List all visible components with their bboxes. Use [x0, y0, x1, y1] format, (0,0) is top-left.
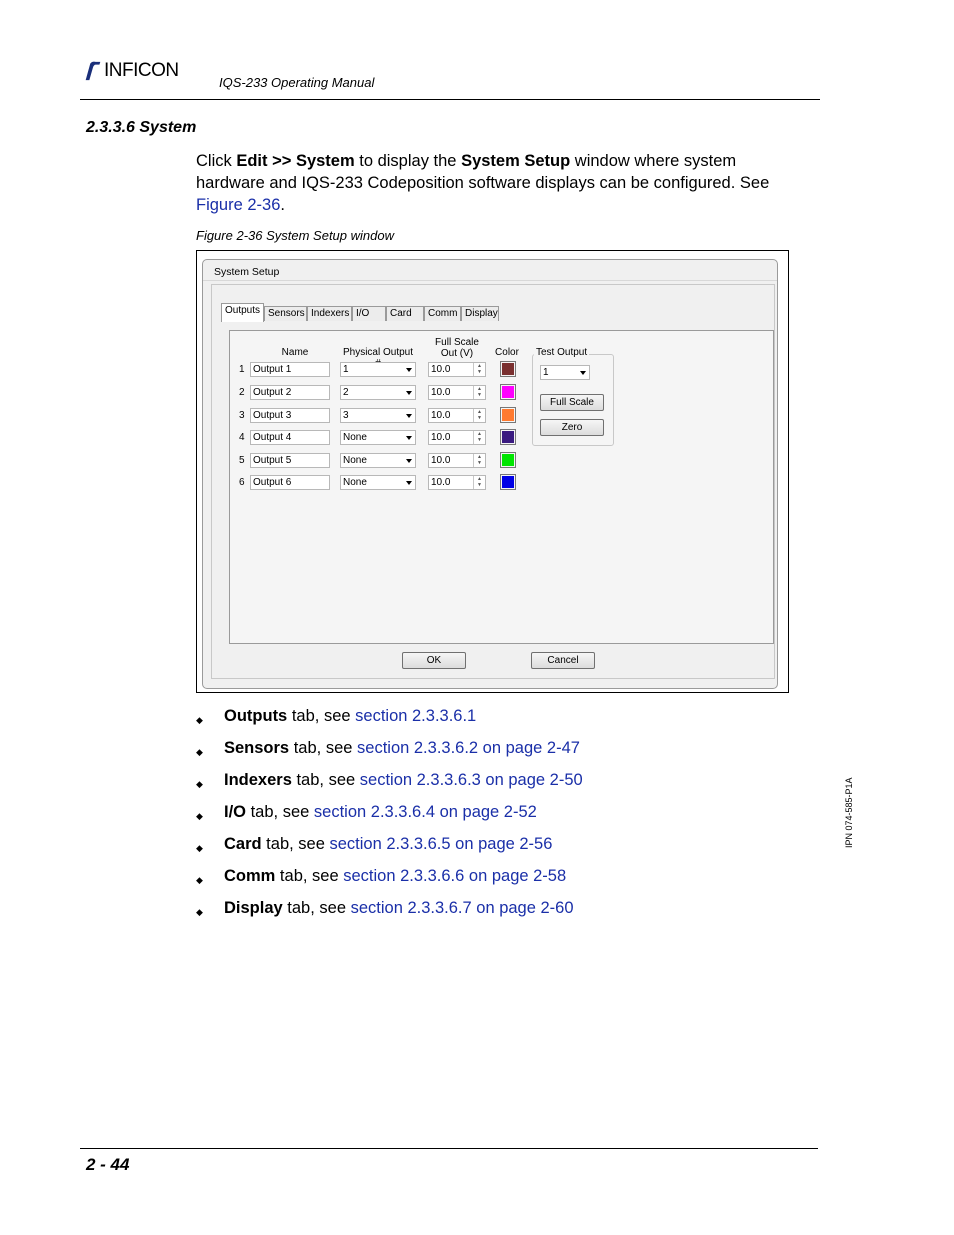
chevron-down-icon [580, 371, 586, 375]
spinner-value: 10.0 [431, 387, 451, 398]
section-link[interactable]: section 2.3.3.6.5 on page 2-56 [329, 835, 553, 853]
row-number: 5 [239, 455, 245, 466]
section-heading: 2.3.3.6 System [86, 119, 197, 136]
color-swatch[interactable] [500, 429, 516, 445]
test-output-label: Test Output [536, 347, 588, 358]
bullet-text: tab, see [289, 739, 358, 757]
para-text: window where system hardware and IQS-233 Codeposition software displays can be configured. See [196, 152, 770, 192]
section-link[interactable]: section 2.3.3.6.3 on page 2-50 [359, 771, 583, 789]
cancel-button[interactable]: Cancel [531, 652, 595, 669]
chevron-down-icon [406, 391, 412, 395]
page-number: 2 - 44 [86, 1155, 130, 1174]
para-text: to display the [354, 152, 462, 170]
bullet-bold-term: I/O [224, 803, 247, 821]
col-header-name: Name [281, 347, 309, 358]
bullet-text: tab, see [261, 835, 330, 853]
footer-rule [80, 1148, 818, 1149]
zero-button[interactable]: Zero [540, 419, 604, 436]
color-fill [502, 476, 514, 488]
spinner-value: 10.0 [431, 410, 451, 421]
diamond-bullet-icon: ◆ [196, 843, 203, 853]
tab-display[interactable]: Display [461, 306, 499, 321]
diamond-bullet-icon: ◆ [196, 875, 203, 885]
spinner-arrows-icon[interactable]: ▲ ▼ [473, 476, 485, 489]
ok-button[interactable]: OK [402, 652, 466, 669]
diamond-bullet-icon: ◆ [196, 907, 203, 917]
physical-output-dropdown[interactable] [340, 385, 416, 400]
tab-indexers[interactable]: Indexers [307, 306, 352, 321]
bullet-bold-term: Card [224, 835, 262, 853]
output-name-input[interactable]: Output 2 [250, 385, 330, 400]
dropdown-value: 3 [343, 410, 349, 421]
bullet-text: tab, see [291, 771, 360, 789]
color-fill [502, 454, 514, 466]
figure-link[interactable]: Figure 2-36 [196, 196, 281, 214]
diamond-bullet-icon: ◆ [196, 715, 203, 725]
color-swatch[interactable] [500, 361, 516, 377]
chevron-down-icon [406, 481, 412, 485]
chevron-down-icon [406, 436, 412, 440]
dropdown-value: 2 [343, 387, 349, 398]
full-scale-spinner[interactable] [428, 385, 486, 400]
full-scale-spinner[interactable] [428, 408, 486, 423]
para-bold-menu: Edit >> System [236, 152, 355, 170]
output-name-input[interactable]: Output 3 [250, 408, 330, 423]
color-fill [502, 409, 514, 421]
color-swatch[interactable] [500, 407, 516, 423]
header-rule [80, 99, 820, 100]
outputs-tab-panel [229, 330, 774, 644]
full-scale-spinner[interactable] [428, 430, 486, 445]
col-header-full-scale: Full Scale [435, 337, 479, 348]
row-number: 4 [239, 432, 245, 443]
list-item [196, 899, 574, 920]
dropdown-value: None [343, 477, 367, 488]
spinner-arrows-icon[interactable]: ▲ ▼ [473, 409, 485, 422]
system-setup-dialog [202, 259, 778, 689]
test-output-dropdown[interactable] [540, 365, 590, 380]
section-link[interactable]: section 2.3.3.6.6 on page 2-58 [343, 867, 567, 885]
document-title: IQS-233 Operating Manual [219, 75, 375, 90]
section-link[interactable]: section 2.3.3.6.2 on page 2-47 [357, 739, 580, 757]
list-item [196, 867, 567, 888]
dropdown-value: 1 [343, 364, 349, 375]
physical-output-dropdown[interactable] [340, 430, 416, 445]
bullet-bold-term: Indexers [224, 771, 292, 789]
dropdown-value: None [343, 455, 367, 466]
para-text: Click [196, 152, 237, 170]
spinner-arrows-icon[interactable]: ▲ ▼ [473, 386, 485, 399]
bullet-text: tab, see [287, 707, 356, 725]
intro-paragraph [196, 150, 806, 216]
full-scale-spinner[interactable] [428, 475, 486, 490]
list-item [196, 835, 553, 856]
figure-frame [196, 250, 789, 693]
bullet-bold-term: Display [224, 899, 283, 917]
bullet-text: tab, see [246, 803, 314, 821]
row-number: 1 [239, 364, 245, 375]
output-name-input[interactable]: Output 5 [250, 453, 330, 468]
color-fill [502, 363, 514, 375]
output-name-input[interactable]: Output 6 [250, 475, 330, 490]
spinner-arrows-icon[interactable]: ▲ ▼ [473, 431, 485, 444]
full-scale-spinner[interactable] [428, 453, 486, 468]
spinner-arrows-icon[interactable]: ▲ ▼ [473, 454, 485, 467]
color-fill [502, 386, 514, 398]
section-link[interactable]: section 2.3.3.6.7 on page 2-60 [350, 899, 574, 917]
color-swatch[interactable] [500, 474, 516, 490]
list-item [196, 771, 583, 792]
color-swatch[interactable] [500, 452, 516, 468]
color-fill [502, 431, 514, 443]
physical-output-dropdown[interactable] [340, 362, 416, 377]
row-number: 2 [239, 387, 245, 398]
list-item [196, 739, 580, 760]
bullet-text: tab, see [275, 867, 344, 885]
para-bold-window: System Setup [461, 152, 571, 170]
inficon-logo-icon [82, 60, 104, 82]
tab-io[interactable]: I/O [352, 306, 386, 321]
chevron-down-icon [406, 368, 412, 372]
physical-output-dropdown[interactable] [340, 453, 416, 468]
col-header-out-v: Out (V) [440, 348, 474, 359]
ipn-label: IPN 074-585-P1A [844, 777, 854, 848]
bullet-bold-term: Comm [224, 867, 276, 885]
dialog-title: System Setup [214, 266, 280, 278]
list-item [196, 707, 477, 728]
title-divider [203, 280, 777, 281]
diamond-bullet-icon: ◆ [196, 747, 203, 757]
row-number: 3 [239, 410, 245, 421]
spinner-value: 10.0 [431, 364, 451, 375]
inficon-logo-text: INFICON [104, 60, 179, 81]
section-link[interactable]: section 2.3.3.6.4 on page 2-52 [313, 803, 537, 821]
section-link[interactable]: section 2.3.3.6.1 [355, 707, 477, 725]
bullet-bold-term: Outputs [224, 707, 288, 725]
spinner-value: 10.0 [431, 455, 451, 466]
full-scale-spinner[interactable] [428, 362, 486, 377]
tab-card[interactable]: Card [386, 306, 424, 321]
list-item [196, 803, 537, 824]
tab-outputs[interactable]: Outputs [221, 303, 264, 322]
bullet-text: tab, see [282, 899, 351, 917]
physical-output-dropdown[interactable] [340, 408, 416, 423]
dropdown-value: 1 [543, 367, 549, 378]
para-text: . [280, 196, 285, 214]
diamond-bullet-icon: ◆ [196, 779, 203, 789]
chevron-down-icon [406, 414, 412, 418]
spinner-arrows-icon[interactable]: ▲ ▼ [473, 363, 485, 376]
bullet-bold-term: Sensors [224, 739, 290, 757]
tab-comm[interactable]: Comm [424, 306, 461, 321]
output-name-input[interactable]: Output 1 [250, 362, 330, 377]
spinner-value: 10.0 [431, 477, 451, 488]
figure-caption: Figure 2-36 System Setup window [196, 228, 394, 243]
physical-output-dropdown[interactable] [340, 475, 416, 490]
dropdown-value: None [343, 432, 367, 443]
color-swatch[interactable] [500, 384, 516, 400]
row-number: 6 [239, 477, 245, 488]
col-header-physical-output: Physical Output [342, 347, 414, 358]
output-name-input[interactable]: Output 4 [250, 430, 330, 445]
col-header-color: Color [495, 347, 519, 358]
chevron-down-icon [406, 459, 412, 463]
diamond-bullet-icon: ◆ [196, 811, 203, 821]
tab-sensors[interactable]: Sensors [264, 306, 307, 321]
full-scale-button[interactable]: Full Scale [540, 394, 604, 411]
spinner-value: 10.0 [431, 432, 451, 443]
